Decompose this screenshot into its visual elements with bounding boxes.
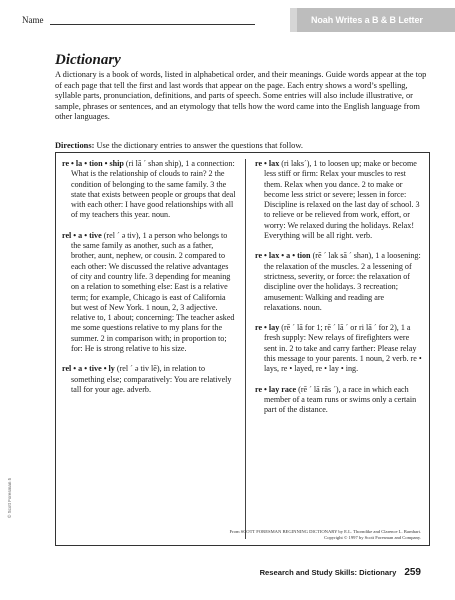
- column-divider: [245, 159, 246, 539]
- entry-relax: [255, 159, 423, 241]
- entry-body: (ri lā ´ shən ship), 1 a connection: What is the relationship of clouds to rain? 2 the condition of belonging to the same family. 3 the state that exists between people or groups that deal with each other: I have good relationships with all of my teachers this year. noun.: [71, 159, 236, 220]
- entry-body: (ri laks´), 1 to loosen up; make or become less stiff or firm: Relax your muscles to rest them. Relax when you dance. 2 to make or become less strict or severe; lessen in force: Discipline is relaxed on the last day of school. 3 to relieve or be relieved from work, effort, or worry: We relaxed during the holidays. Relax! Everything will be all right. verb.: [264, 159, 420, 241]
- side-copyright: © Scott Foresman 5: [7, 477, 12, 518]
- name-line: [50, 14, 255, 25]
- entry-head: re • lay: [255, 323, 280, 333]
- entry-head: re • lax • a • tion: [255, 251, 311, 261]
- entry-relatively: [62, 364, 237, 395]
- entry-relay: [255, 323, 423, 374]
- entry-relaxation: [255, 251, 423, 313]
- entry-body: (rē ´ lā for 1; rē ´ lā ´ or ri lā ´ for 2), 1 a fresh supply: New relays of firefighters were sent in. 2 to take and carry farther: Please relay this message to your parents. 1 noun, 2 verb. re • lays, re • layed, re • lay • ing.: [264, 323, 422, 374]
- entry-relative: [62, 231, 237, 355]
- page-title: Dictionary: [55, 52, 121, 68]
- directions-label: Directions:: [55, 141, 95, 150]
- right-column: [255, 159, 423, 426]
- entry-head: re • lay race: [255, 384, 297, 394]
- name-label: Name: [22, 15, 44, 25]
- dictionary-entries-box: [55, 152, 430, 546]
- directions-text: Use the dictionary entries to answer the questions that follow.: [96, 141, 303, 150]
- source-line-1: From SCOTT FORESMAN BEGINNING DICTIONARY by E.L. Thorndike and Clarence L. Barnhart.: [229, 529, 421, 535]
- entry-body: (rē ´ lā rās ´), a race in which each member of a team runs or swims only a certain part of the distance.: [264, 384, 417, 415]
- entry-body: (rel ´ ə tiv), 1 a person who belongs to the same family as another, such as a father, brother, aunt, nephew, or cousin. 2 compared to each other: We discussed the relative advantages of city and country life. 3 depending for meaning on a relation to something else: East is a relative term; for example, Chicago is east of California but west of New York. 1 noun, 2, 3 adjective. relative to, 1 about; concerning: The teacher asked me some questions relative to my plans for the summer. 2 in comparison with; in proportion to; for: He is strong relative to his size.: [71, 230, 235, 354]
- entry-relationship: [62, 159, 237, 221]
- source-credit: [201, 529, 421, 541]
- footer: [260, 567, 421, 578]
- intro-paragraph: [55, 70, 427, 123]
- left-column: [62, 159, 237, 405]
- source-line-2: Copyright © 1997 by Scott Foresman and Company.: [324, 535, 421, 541]
- entry-body: (rel ´ ə tiv lē), in relation to something else; comparatively: You are relatively tall for your age. adverb.: [71, 364, 232, 394]
- entry-head: rel • a • tive: [62, 230, 102, 240]
- header-tab: Noah Writes a B & B Letter: [297, 8, 455, 32]
- intro-text: A dictionary is a book of words, listed in alphabetical order, and their meanings. Guide words appear at the top of each page that tell the first and last words that appear on the page. Each entry shows a word’s spelling, syllable parts, pronunciation, definitions, and parts of speech. Some entries will also include illustrative, or sample, phrases or sentences, and an etymology that tells how the word came into the English language from other languages.: [55, 70, 427, 122]
- entry-head: re • lax: [255, 159, 280, 168]
- page-number: 259: [404, 567, 421, 578]
- directions: [55, 141, 427, 150]
- entry-head: rel • a • tive • ly: [62, 364, 115, 374]
- entry-relay-race: [255, 385, 423, 416]
- footer-section: Research and Study Skills: Dictionary: [259, 568, 397, 577]
- name-row: [22, 14, 255, 25]
- entry-head: re • la • tion • ship: [62, 159, 124, 168]
- entry-body: (rē ´ lak sā ´ shən), 1 a loosening: the relaxation of the muscles. 2 a lessening of strictness, severity, or force: the relaxation of discipline over the holidays. 3 recreation; amusement: Walking and reading are relaxations. noun.: [264, 251, 421, 312]
